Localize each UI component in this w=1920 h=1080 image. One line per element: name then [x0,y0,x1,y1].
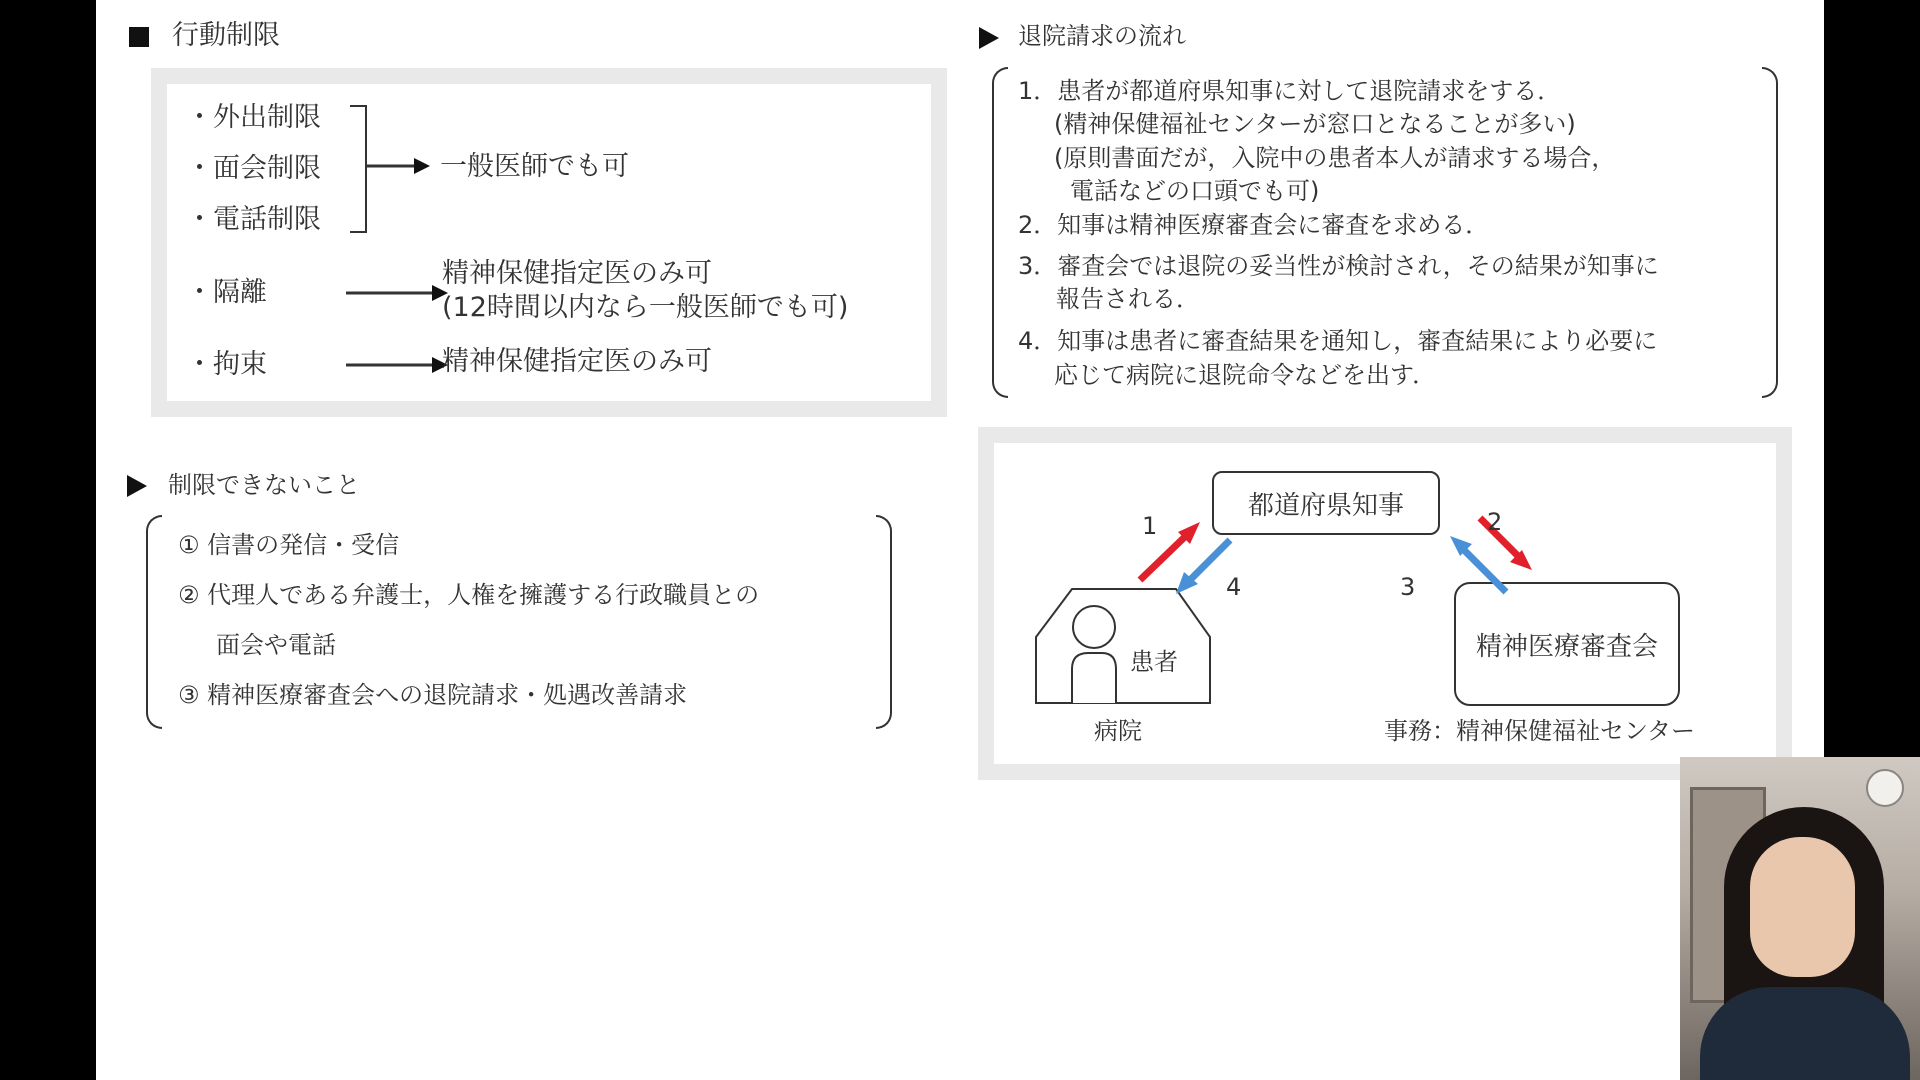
flow-line-5: 2．知事は精神医療審査会に審査を求める． [1018,211,1490,239]
governor-label: 都道府県知事 [1247,490,1404,521]
flow-line-7: 報告される． [1056,285,1200,313]
presenter-face [1750,837,1855,977]
slide [96,0,1824,1080]
flow-line-9: 応じて病院に退院命令などを出す． [1054,361,1437,389]
presenter-body [1700,987,1910,1080]
patient-label: 患者 [1130,648,1178,676]
section-square-bullet [129,27,149,47]
restraint-result: 精神保健指定医のみ可 [442,346,712,377]
cannot-restrict-item-2: ② 代理人である弁護士，人権を擁護する行政職員との [178,581,760,609]
flow-line-4: 電話などの口頭でも可) [1070,177,1320,205]
section-triangle-bullet [127,475,147,497]
restriction-item-phone: ・電話制限 [186,204,321,235]
discharge-bracket-left [992,67,1008,398]
restraint-label: ・拘束 [186,349,267,380]
arrow-number-2: 2 [1487,508,1503,536]
cannot-restrict-item-2-cont: 面会や電話 [216,631,336,659]
flow-line-6: 3．審査会では退院の妥当性が検討され，その結果が知事に [1018,252,1659,280]
discharge-bracket-right [1762,67,1778,398]
arrow-number-3: 3 [1400,573,1416,601]
office-label: 事務：精神保健福祉センター [1384,717,1696,745]
arrow-number-4: 4 [1226,573,1242,601]
flow-line-3: (原則書面だが，入院中の患者本人が請求する場合， [1054,144,1616,172]
isolation-result-line2: (12時間以内なら一般医師でも可) [442,292,849,323]
restriction-item-visit: ・面会制限 [186,153,321,184]
wall-clock-icon [1866,769,1904,807]
isolation-result-line1: 精神保健指定医のみ可 [442,258,712,289]
cannot-restrict-item-1: ① 信書の発信・受信 [178,531,400,559]
restrictions-heading: 行動制限 [172,20,280,51]
discharge-flow-heading: 退院請求の流れ [1018,22,1186,50]
isolation-label: ・隔離 [186,277,267,308]
section-triangle-bullet [979,27,999,49]
flow-line-8: 4．知事は患者に審査結果を通知し，審査結果により必要に [1018,327,1658,355]
cannot-restrict-item-3: ③ 精神医療審査会への退院請求・処遇改善請求 [178,681,688,709]
cannot-restrict-bracket-right [876,515,892,729]
arrow-number-1: 1 [1142,512,1158,540]
flow-line-2: (精神保健福祉センターが窓口となることが多い) [1054,110,1576,138]
hospital-label: 病院 [1094,717,1142,745]
review-board-label: 精神医療審査会 [1475,631,1658,662]
group-result-text: 一般医師でも可 [440,151,629,182]
webcam-video [1680,757,1920,1080]
flow-line-1: 1．患者が都道府県知事に対して退院請求をする． [1018,77,1562,105]
cannot-restrict-bracket-left [146,515,162,729]
cannot-restrict-heading: 制限できないこと [168,471,360,499]
restriction-item-outing: ・外出制限 [186,102,321,133]
